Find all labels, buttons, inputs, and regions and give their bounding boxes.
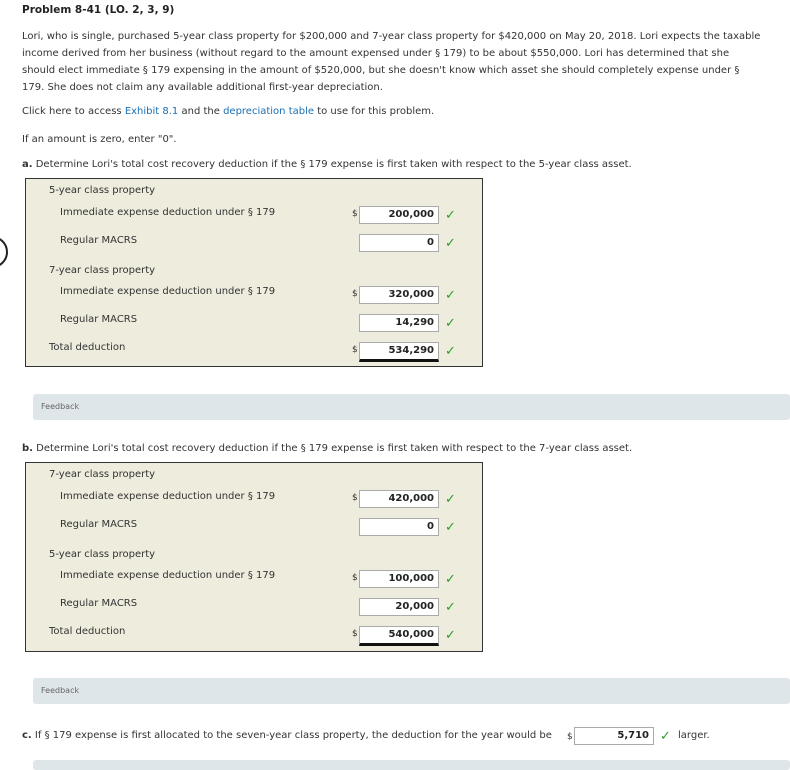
check-icon: ✓ [445, 628, 456, 643]
part-a-question: a. Determine Lori's total cost recovery deduction if the § 179 expense is first taken with respect to the 5-year class asset. [22, 159, 632, 170]
part-a-panel [25, 178, 483, 367]
dollar-sign: $ [352, 493, 358, 503]
part-c-question: c. If § 179 expense is first allocated to the seven-year class property, the deduction for the year would be [22, 730, 552, 741]
access-line: Click here to access Exhibit 8.1 and the depreciation table to use for this problem. [22, 106, 435, 117]
part-a-group2-macrs-label: Regular MACRS [60, 314, 138, 325]
part-a-group1-immediate-label: Immediate expense deduction under § 179 [60, 207, 276, 218]
part-b-total-label: Total deduction [49, 626, 126, 637]
part-c-input[interactable]: 5,710 [574, 727, 654, 745]
part-b-group2-macrs-label: Regular MACRS [60, 598, 138, 609]
part-b-group2-immediate-input[interactable]: 100,000 [359, 570, 439, 588]
part-a-group1-macrs-input[interactable]: 0 [359, 234, 439, 252]
dollar-sign: $ [352, 209, 358, 219]
check-icon: ✓ [445, 208, 456, 223]
part-b-group2-macrs-input[interactable]: 20,000 [359, 598, 439, 616]
part-a-group1-title: 5-year class property [49, 185, 156, 196]
part-b-group1-title: 7-year class property [49, 469, 156, 480]
check-icon: ✓ [445, 288, 456, 303]
check-icon: ✓ [445, 316, 456, 331]
part-a-group2-immediate-input[interactable]: 320,000 [359, 286, 439, 304]
part-b-group1-immediate-label: Immediate expense deduction under § 179 [60, 491, 276, 502]
part-a-total-input[interactable]: 534,290 [359, 342, 439, 362]
part-b-group1-macrs-input[interactable]: 0 [359, 518, 439, 536]
part-b-group1-immediate-input[interactable]: 420,000 [359, 490, 439, 508]
check-icon: ✓ [660, 729, 671, 744]
part-b-total-input[interactable]: 540,000 [359, 626, 439, 646]
side-circle-decoration [0, 236, 8, 268]
check-icon: ✓ [445, 492, 456, 507]
part-b-panel [25, 462, 483, 652]
dollar-sign: $ [352, 629, 358, 639]
part-b-group1-macrs-label: Regular MACRS [60, 519, 138, 530]
depreciation-table-link[interactable]: depreciation table [223, 106, 315, 117]
dollar-sign: $ [352, 573, 358, 583]
check-icon: ✓ [445, 344, 456, 359]
part-a-feedback[interactable]: Feedback [33, 394, 790, 420]
check-icon: ✓ [445, 520, 456, 535]
part-a-group1-immediate-input[interactable]: 200,000 [359, 206, 439, 224]
dollar-sign: $ [352, 289, 358, 299]
problem-paragraph: Lori, who is single, purchased 5-year class property for $200,000 and 7-year class property for $420,000 on May 20, 2018. Lori expects the taxable income derived from her business (without regard to the amount expensed under § 179) to be about $550,000. Lori has determined that she should elect immediate § 179 expensing in the amount of $520,000, but she doesn't know which asset she should completely expense under § 179. She does not claim any available additional first-year depreciation. [22, 31, 761, 93]
part-c-suffix: larger. [678, 730, 710, 741]
check-icon: ✓ [445, 572, 456, 587]
part-a-total-label: Total deduction [49, 342, 126, 353]
part-a-group2-immediate-label: Immediate expense deduction under § 179 [60, 286, 276, 297]
part-b-group2-immediate-label: Immediate expense deduction under § 179 [60, 570, 276, 581]
part-a-group1-macrs-label: Regular MACRS [60, 235, 138, 246]
part-b-group2-title: 5-year class property [49, 549, 156, 560]
dollar-sign: $ [567, 732, 573, 742]
dollar-sign: $ [352, 345, 358, 355]
exhibit-link[interactable]: Exhibit 8.1 [124, 106, 179, 117]
problem-title: Problem 8-41 (LO. 2, 3, 9) [22, 4, 175, 16]
zero-note: If an amount is zero, enter "0". [22, 134, 177, 145]
check-icon: ✓ [445, 600, 456, 615]
part-b-question: b. Determine Lori's total cost recovery deduction if the § 179 expense is first taken with respect to the 7-year class asset. [22, 443, 633, 454]
part-b-feedback[interactable]: Feedback [33, 678, 790, 704]
check-icon: ✓ [445, 236, 456, 251]
part-a-group2-macrs-input[interactable]: 14,290 [359, 314, 439, 332]
part-c-feedback[interactable] [33, 760, 790, 770]
part-a-group2-title: 7-year class property [49, 265, 156, 276]
